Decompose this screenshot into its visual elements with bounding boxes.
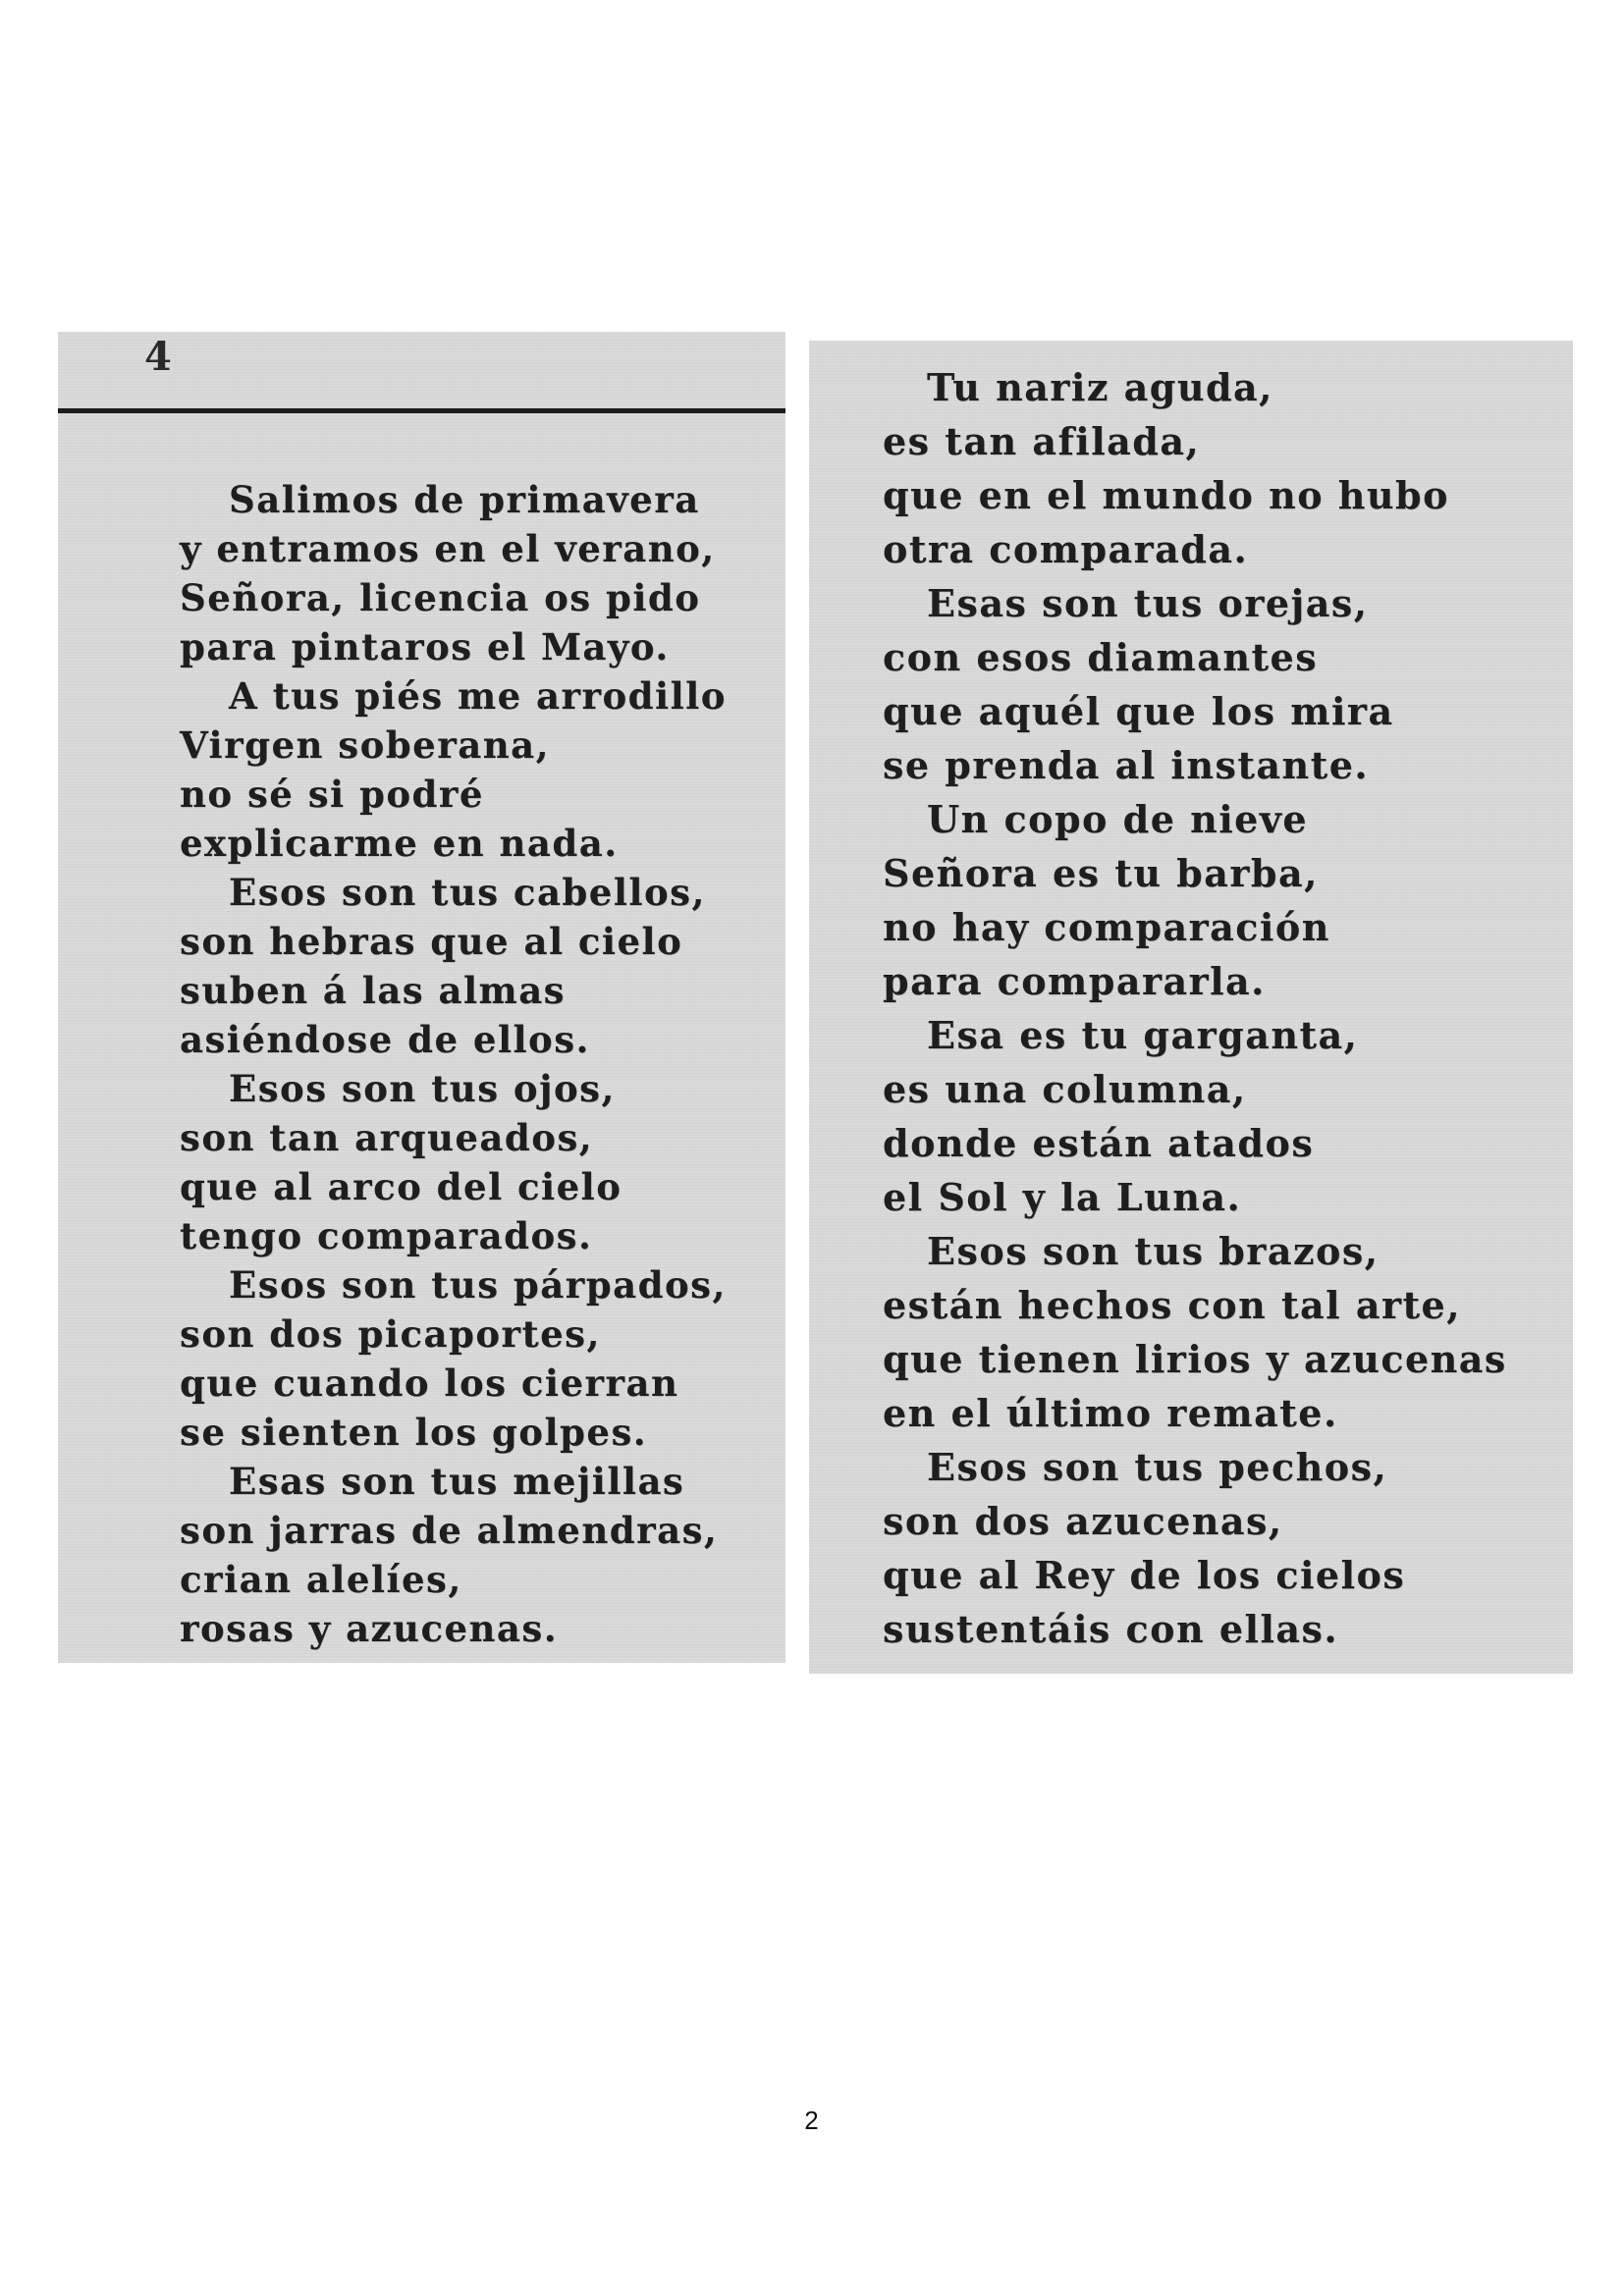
verse-line: Salimos de primavera [229,478,700,521]
verse-line: Esos son tus brazos, [927,1229,1380,1273]
verse-line: en el último remate. [883,1391,1338,1435]
verse-line: son hebras que al cielo [180,920,683,963]
verse-line: Esa es tu garganta, [927,1013,1359,1057]
verse-line: tengo comparados. [180,1214,593,1257]
verse-line: Virgen soberana, [180,723,550,767]
verse-line: Señora, licencia os pido [180,576,701,619]
verse-line: son jarras de almendras, [180,1509,719,1552]
verse-line: que al arco del cielo [180,1165,622,1208]
verse-line: con esos diamantes [883,635,1319,679]
verse-list-left [180,475,727,1653]
verse-line: se prenda al instante. [883,743,1370,787]
verse-line: asiéndose de ellos. [180,1018,590,1061]
verse-line: el Sol y la Luna. [883,1175,1242,1219]
verse-line: explicarme en nada. [180,822,619,865]
verse-line: son tan arqueados, [180,1116,594,1159]
verse-line: para compararla. [883,959,1266,1003]
verse-list-right [883,360,1507,1656]
verse-line: no sé si podré [180,773,484,816]
verse-line: que aquél que los mira [883,689,1394,733]
verse-line: crian alelíes, [180,1558,462,1601]
verse-line: para pintaros el Mayo. [180,625,670,668]
verse-line: que en el mundo no hubo [883,473,1449,517]
verse-line: se sienten los golpes. [180,1411,648,1454]
verse-line: Esos son tus cabellos, [229,871,706,914]
verse-line: donde están atados [883,1121,1315,1165]
verse-line: Señora es tu barba, [883,851,1319,895]
verse-line: A tus piés me arrodillo [229,674,727,718]
verse-line: otra comparada. [883,527,1249,571]
scan-right-page [809,341,1573,1674]
verse-line: son dos picaportes, [180,1312,601,1356]
printed-page-number: 4 [144,334,172,380]
verse-line: Esos son tus pechos, [927,1445,1388,1489]
verse-line: Esas son tus orejas, [927,581,1369,625]
header-rule [58,408,785,413]
verse-line: Un copo de nieve [927,797,1309,841]
verse-line: están hechos con tal arte, [883,1283,1461,1327]
verse-line: que al Rey de los cielos [883,1553,1406,1597]
verse-line: y entramos en el verano, [180,527,716,570]
verse-line: Tu nariz aguda, [927,365,1273,409]
verse-line: que tienen lirios y azucenas [883,1337,1507,1381]
footer-page-number: 2 [804,2106,819,2135]
verse-line: suben á las almas [180,969,567,1012]
verse-line: rosas y azucenas. [180,1607,559,1650]
scan-left-page-4 [58,332,785,1663]
verse-line: es tan afilada, [883,419,1201,463]
verse-line: es una columna, [883,1067,1247,1111]
verse-line: Esos son tus párpados, [229,1263,727,1307]
verse-line: Esas son tus mejillas [229,1460,685,1503]
verse-line: son dos azucenas, [883,1499,1283,1543]
verse-line: sustentáis con ellas. [883,1607,1339,1651]
verse-line: Esos son tus ojos, [229,1067,616,1110]
verse-line: no hay comparación [883,905,1330,949]
verse-line: que cuando los cierran [180,1362,679,1405]
